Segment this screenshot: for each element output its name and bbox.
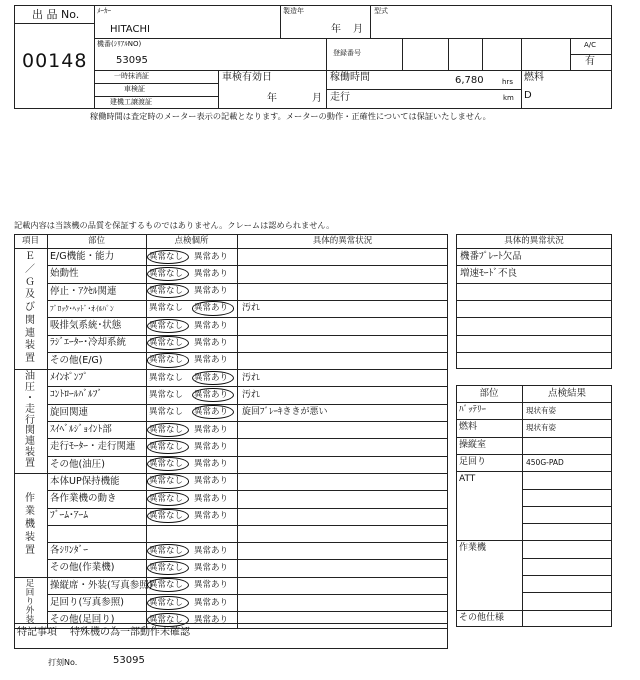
ok-label: 異常なし (149, 476, 184, 487)
divider (456, 317, 612, 318)
group-label-char: 油 (25, 371, 35, 383)
divider (326, 38, 327, 70)
group-label-char: 置 (25, 545, 35, 557)
year-unit: 年 (331, 24, 341, 35)
group-label-char: 回 (25, 587, 35, 598)
group-divider (14, 577, 448, 578)
serial-value: 53095 (116, 55, 148, 66)
fuel-label: 燃料 (524, 72, 544, 83)
ng-label: 異常あり (194, 597, 229, 608)
divider (47, 300, 448, 301)
group-label-char: 走 (25, 403, 35, 415)
item-no: 00148 (22, 50, 88, 72)
group-label-char: 装 (25, 532, 35, 544)
divider (47, 456, 448, 457)
check-circle (147, 596, 189, 610)
table-header-cell: 項目 (21, 236, 39, 246)
ok-label: 異常なし (149, 251, 184, 262)
inspection-label: 車検有効日 (222, 72, 272, 83)
divider (47, 559, 448, 560)
group-divider (14, 473, 448, 474)
group-label-char: 装 (25, 447, 35, 459)
group-label-char: ・ (25, 392, 35, 404)
divider (456, 283, 612, 284)
divider (456, 352, 612, 353)
divider (522, 558, 612, 559)
check-circle (192, 388, 234, 402)
group-label-char: 足 (25, 578, 35, 589)
divider (370, 5, 371, 38)
serial-label: 機番(ｼﾘｱﾙNO) (97, 40, 142, 48)
check-circle (192, 371, 234, 385)
table-row-detail: 旋回ﾌﾞﾚｰｷききが悪い (242, 407, 328, 418)
year-label: 製造年 (283, 7, 304, 15)
group-label-char: Ｇ (25, 276, 35, 288)
cert-2: 車検証 (124, 85, 145, 93)
group-divider (14, 369, 448, 370)
check-circle (147, 250, 189, 264)
group-label-char: ／ (25, 263, 35, 275)
reg-label: 登録番号 (333, 49, 361, 57)
divider (94, 38, 612, 39)
ok-label: 異常なし (149, 320, 184, 331)
divider (47, 490, 448, 491)
km-unit: km (503, 94, 514, 102)
divider (47, 283, 448, 284)
remarks-label: 特記事項 (17, 627, 57, 638)
hours-note: 稼働時間は査定時のメーター表示の記載となります。メーターの動作・正確性については保証いたしません。 (90, 111, 491, 121)
table-row-part: ﾌﾞﾛｯｸ･ﾍｯﾄﾞ･ｵｲﾙﾊﾟﾝ (50, 303, 114, 313)
divider (326, 89, 521, 90)
table-row-detail: 汚れ (242, 303, 261, 314)
right-bottom-part: 足回り (459, 456, 487, 467)
table-row-part: 各作業機の動き (50, 493, 117, 505)
table-row-part: ｽｲﾍﾞﾙｼﾞｮｲﾝﾄ部 (50, 423, 112, 435)
divider (522, 489, 612, 490)
divider (47, 335, 448, 336)
group-label-char: び (25, 302, 35, 314)
divider (456, 419, 612, 420)
table-row-part: その他(作業機) (50, 562, 115, 574)
right-bottom-result: 450G-PAD (526, 457, 564, 467)
group-label (23, 580, 37, 626)
ng-label: 異常あり (194, 424, 229, 435)
divider (47, 404, 448, 405)
group-label-char: 及 (25, 289, 35, 301)
maker-value: HITACHI (110, 24, 150, 35)
ok-label: 異常なし (149, 268, 184, 279)
ng-label: 異常あり (194, 338, 229, 348)
table-row-part: 足回り(写真参照) (50, 596, 124, 608)
divider (280, 5, 281, 38)
hours-value: 6,780 (455, 75, 484, 86)
ng-label: 異常あり (194, 320, 229, 331)
group-label-char: 行 (25, 414, 35, 426)
divider (47, 386, 448, 387)
ng-label: 異常あり (194, 580, 229, 591)
ng-label: 異常あり (194, 614, 229, 625)
ng-label: 異常あり (194, 441, 229, 452)
divider (47, 525, 448, 526)
check-circle (147, 492, 189, 506)
group-label-char: 機 (25, 519, 35, 531)
ng-label: 異常あり (194, 286, 229, 297)
divider (14, 23, 94, 24)
item-no-label: 出 品 No. (32, 8, 80, 21)
ng-label: 異常あり (194, 562, 229, 573)
fuel-value: D (524, 90, 532, 101)
ok-label: 異常なし (149, 355, 184, 366)
right-top-header: 具体的異常状況 (504, 236, 564, 246)
table-row-part: ﾌﾞｰﾑ･ｱｰﾑ (50, 510, 89, 522)
right-bottom-part: その他仕様 (459, 612, 505, 623)
right-bottom-part: 燃料 (459, 422, 478, 433)
maker-label: ﾒｰｶｰ (97, 7, 111, 15)
right-bottom-part: ATT (459, 474, 476, 485)
group-label-char: 置 (25, 353, 35, 365)
ok-label: 異常なし (149, 389, 184, 400)
right-bottom-part: 操縦室 (459, 439, 487, 450)
right-top-row: 増速ﾓｰﾄﾞ不良 (460, 268, 518, 280)
ok-label: 異常なし (149, 441, 184, 452)
divider (521, 38, 522, 70)
divider (218, 70, 219, 109)
check-circle (192, 301, 234, 315)
inspection-year-unit: 年 (267, 93, 277, 104)
check-circle (147, 319, 189, 333)
stamp-value: 53095 (113, 655, 145, 666)
table-row-part: 各ｼﾘﾝﾀﾞｰ (50, 545, 89, 556)
cert-3: 建機工譲渡証 (110, 98, 152, 106)
check-circle (147, 267, 189, 281)
group-label-char: 装 (25, 340, 35, 352)
check-circle (147, 474, 189, 488)
ok-label: 異常なし (149, 614, 184, 625)
right-bottom-header-part: 部位 (479, 388, 499, 399)
ng-label: 異常あり (194, 545, 229, 556)
divider (47, 594, 448, 595)
divider (482, 38, 483, 70)
ng-label: 異常あり (194, 355, 229, 366)
check-circle (147, 423, 189, 437)
ok-label: 異常なし (149, 562, 184, 573)
divider (522, 523, 612, 524)
table-row-part: 旋回関連 (50, 406, 89, 418)
divider (456, 437, 612, 438)
divider (456, 335, 612, 336)
divider (521, 70, 522, 109)
divider (456, 265, 612, 266)
table-row-part: その他(足回り) (50, 614, 115, 626)
ng-label: 異常あり (194, 493, 229, 504)
ok-label: 異常なし (149, 407, 184, 418)
divider (47, 611, 448, 612)
divider (456, 471, 612, 472)
model-label: 型式 (374, 7, 388, 15)
group-label-char: 外 (25, 606, 35, 617)
divider (456, 540, 612, 541)
ok-label: 異常なし (149, 511, 184, 521)
divider (47, 265, 448, 266)
group-label-char: り (25, 597, 35, 608)
table-row-part: その他(E/G) (50, 354, 103, 366)
ng-label: 異常あり (194, 268, 229, 279)
group-label-char: 装 (25, 615, 35, 626)
ng-label: 異常あり (194, 476, 229, 487)
table-row-part: その他(油圧) (50, 458, 105, 470)
table-row-part: 始動性 (50, 268, 79, 280)
right-bottom-part: ﾊﾞｯﾃﾘｰ (459, 405, 487, 415)
stamp-label: 打刻No. (48, 658, 78, 667)
divider (456, 402, 612, 403)
right-bottom-part: 作業機 (459, 543, 487, 554)
group-label-char: Ｅ (25, 251, 35, 262)
divider (94, 96, 218, 97)
table-row-detail: 汚れ (242, 372, 261, 383)
divider (448, 38, 449, 70)
hrs-unit: hrs (502, 78, 513, 86)
right-bottom-header-result: 点検結果 (547, 388, 586, 399)
ok-label: 異常なし (149, 303, 184, 314)
divider (237, 234, 238, 629)
group-label (23, 492, 37, 557)
ng-label: 異常あり (194, 511, 229, 521)
ng-label: 異常あり (194, 407, 229, 418)
divider (47, 508, 448, 509)
table-row-part: 本体UP保持機能 (50, 475, 120, 487)
right-bottom-result: 現状有姿 (526, 406, 556, 415)
divider (47, 421, 448, 422)
table-header-cell: 具体的異常状況 (312, 236, 373, 246)
divider (456, 248, 612, 249)
group-label-char: 圧 (25, 381, 35, 393)
ok-label: 異常なし (149, 372, 184, 383)
ok-label: 異常なし (149, 493, 184, 504)
divider (94, 83, 218, 84)
right-top-row: 機番ﾌﾟﾚｰﾄ欠品 (460, 251, 522, 262)
hours-label: 稼働時間 (330, 72, 370, 83)
disclaimer: 記載内容は当該機の品質を保証するものではありません。クレームは認められません。 (14, 220, 335, 230)
ac-value: 有 (585, 56, 595, 67)
divider (14, 248, 448, 249)
table-row-part: ﾒｲﾝﾎﾟﾝﾌﾟ (50, 372, 89, 383)
group-label-char: 連 (25, 436, 35, 448)
table-row-part: ｺﾝﾄﾛｰﾙﾊﾞﾙﾌﾞ (50, 389, 103, 401)
divider (570, 54, 612, 55)
check-circle (147, 353, 189, 367)
ok-label: 異常なし (149, 286, 184, 297)
divider (94, 5, 95, 109)
ok-label: 異常なし (149, 338, 184, 348)
check-circle (147, 544, 189, 558)
group-label-char: 連 (25, 327, 35, 339)
right-bottom-result: 現状有姿 (526, 423, 556, 433)
divider (47, 542, 448, 543)
remarks-value: 特殊機の為一部動作未確認 (70, 627, 190, 638)
group-label-char: 業 (25, 506, 35, 518)
divider (47, 234, 48, 629)
ng-label: 異常あり (194, 389, 229, 400)
ok-label: 異常なし (149, 545, 184, 556)
table-row-part: 操縦席・外装(写真参照) (50, 579, 153, 591)
divider (456, 300, 612, 301)
divider (47, 317, 448, 318)
divider (94, 70, 612, 71)
divider (522, 575, 612, 576)
group-label-char: 関 (25, 425, 35, 437)
divider (456, 610, 612, 611)
divider (456, 454, 612, 455)
run-label: 走行 (330, 92, 350, 103)
ok-label: 異常なし (149, 459, 184, 470)
ok-label: 異常なし (149, 597, 184, 608)
ok-label: 異常なし (149, 424, 184, 435)
ng-label: 異常あり (194, 372, 229, 383)
ok-label: 異常なし (149, 580, 184, 591)
ac-label: A/C (584, 41, 597, 49)
ng-label: 異常あり (194, 251, 229, 262)
divider (522, 592, 612, 593)
divider (402, 38, 403, 70)
group-label-char: 関 (25, 314, 35, 326)
group-label-char: 置 (25, 457, 35, 469)
table-row-part: 吸排気系統･状態 (50, 320, 122, 332)
month-unit: 月 (353, 24, 363, 35)
group-label (23, 251, 37, 366)
table-row-part: 停止・ｱｸｾﾙ関連 (50, 285, 117, 297)
table-row-detail: 汚れ (242, 389, 261, 400)
check-circle (147, 440, 189, 454)
check-circle (147, 561, 189, 575)
cert-1: 一時抹消証 (114, 72, 149, 80)
divider (47, 438, 448, 439)
group-label (23, 372, 37, 470)
table-row-part: 走行ﾓｰﾀｰ・走行関連 (50, 441, 136, 453)
table-row-part: ﾗｼﾞｴｰﾀｰ･冷却系統 (50, 337, 127, 349)
divider (522, 506, 612, 507)
ng-label: 異常あり (194, 459, 229, 470)
table-header-cell: 部位 (87, 236, 105, 246)
divider (47, 352, 448, 353)
group-label-char: 作 (25, 493, 35, 505)
table-header-cell: 点検個所 (174, 236, 209, 246)
table-row-part: E/G機能・能力 (50, 250, 115, 262)
ng-label: 異常あり (194, 303, 229, 314)
inspection-month-unit: 月 (312, 93, 322, 104)
